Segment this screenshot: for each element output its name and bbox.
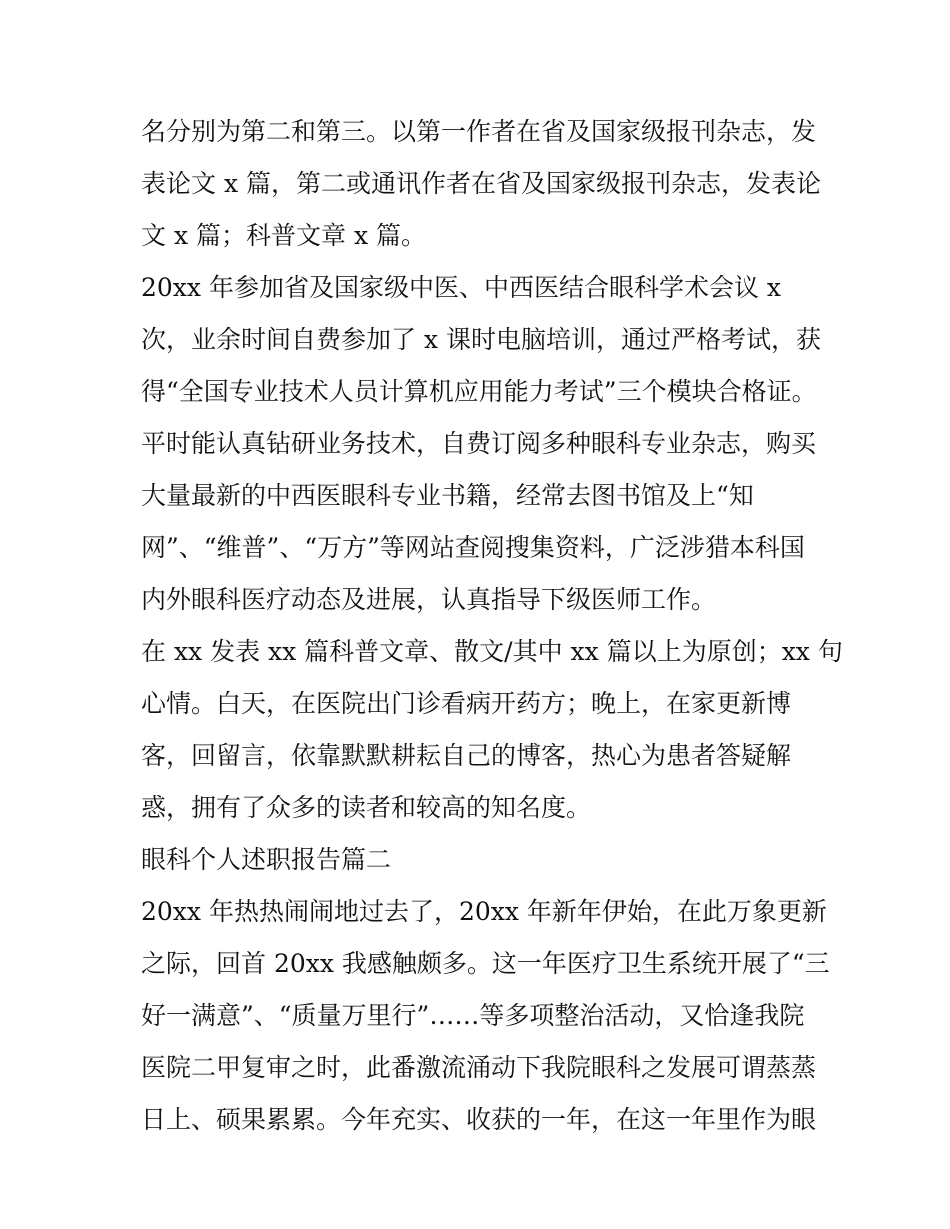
text-line: 次，业余时间自费参加了 x 课时电脑培训，通过严格考试，获	[141, 325, 821, 354]
text-line: 文 x 篇；科普文章 x 篇。	[141, 221, 426, 250]
text-line: 名分别为第二和第三。以第一作者在省及国家级报刊杂志，发	[141, 117, 817, 146]
text-line: 内外眼科医疗动态及进展，认真指导下级医师工作。	[141, 585, 717, 614]
text-line: 好一满意”、“质量万里行”……等多项整治活动，又恰逢我院	[141, 1001, 805, 1030]
text-line: 20xx 年参加省及国家级中医、中西医结合眼科学术会议 x	[141, 273, 782, 302]
text-line: 在 xx 发表 xx 篇科普文章、散文/其中 xx 篇以上为原创；xx 句	[141, 637, 843, 666]
text-line: 医院二甲复审之时，此番激流涌动下我院眼科之发展可谓蒸蒸	[141, 1053, 817, 1082]
text-line: 平时能认真钻研业务技术，自费订阅多种眼科专业杂志，购买	[141, 429, 817, 458]
text-line: 表论文 x 篇，第二或通讯作者在省及国家级报刊杂志，发表论	[141, 169, 821, 198]
text-line: 惑，拥有了众多的读者和较高的知名度。	[141, 793, 592, 822]
section-heading: 眼科个人述职报告篇二	[141, 845, 392, 874]
text-line: 网”、“维普”、“万方”等网站查阅搜集资料，广泛涉猎本科国	[141, 533, 805, 562]
text-line: 20xx 年热热闹闹地过去了，20xx 年新年伊始，在此万象更新	[141, 897, 827, 926]
text-line: 之际，回首 20xx 我感触颇多。这一年医疗卫生系统开展了“三	[141, 949, 830, 978]
text-line: 客，回留言，依靠默默耕耘自己的博客，热心为患者答疑解	[141, 741, 792, 770]
text-line: 大量最新的中西医眼科专业书籍，经常去图书馆及上“知	[141, 481, 754, 510]
text-line: 得“全国专业技术人员计算机应用能力考试”三个模块合格证。	[141, 377, 817, 406]
text-line: 日上、硕果累累。今年充实、收获的一年，在这一年里作为眼	[141, 1105, 817, 1134]
document-body	[141, 106, 843, 1146]
text-line: 心情。白天，在医院出门诊看病开药方；晚上，在家更新博	[141, 689, 792, 718]
